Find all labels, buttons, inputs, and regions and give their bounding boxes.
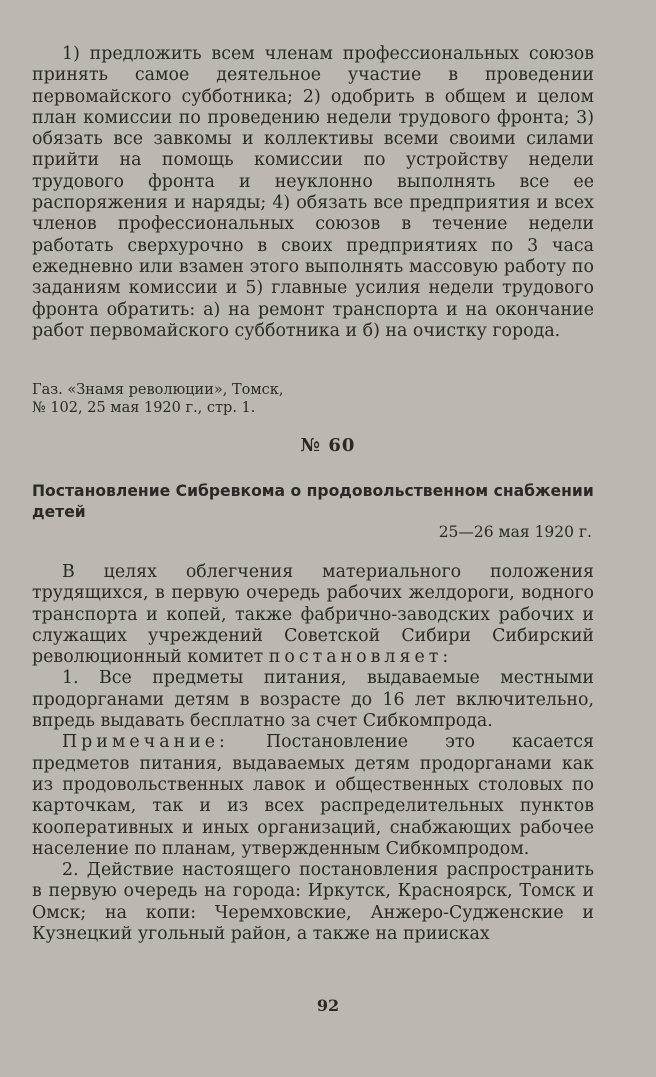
intro-text: В целях облегчения материального положения трудящихся, в первую очередь рабочих желдороги, водного транспорта и копей, также фабрично-заводских рабочих и служащих учреждений Советской Сибири Сибирский революционный комитет [32, 562, 594, 668]
document-number: № 60 [300, 435, 356, 456]
intro-paragraph [32, 562, 594, 668]
page-number: 92 [316, 996, 340, 1015]
source-line-2: № 102, 25 мая 1920 г., стр. 1. [32, 400, 256, 416]
item-1: 1. Все предметы питания, выдаваемые местными продорганами детям в возрасте до 16 лет включительно, впредь выдавать бесплатно за счет Сибкомпрода. [32, 668, 594, 732]
source-citation [32, 381, 362, 417]
note-text: Постановление это касается предметов питания, выдаваемых детям продорганами как из продовольственных лавок и общественных столовых по карточкам, так и из всех распределительных пунктов кооперативных и иных организаций, снабжающих рабочее население по планам, утвержденным Сибкомпродом. [32, 732, 594, 859]
note-label: Примечание: [62, 732, 229, 753]
intro-end: : [442, 647, 449, 668]
main-text [32, 562, 594, 945]
paragraph-1: 1) предложить всем членам профессиональных союзов принять самое деятельное участие в проведении первомайского субботника; 2) одобрить в общем и целом план комиссии по проведению недели трудового фронта; 3) обязать все завкомы и коллективы всеми своими силами прийти на помощь комиссии по устройству недели трудового фронта и неуклонно выполнять все ее распоряжения и наряды; 4) обязать все предприятия и всех членов профессиональных союзов в течение недели работать сверхурочно в своих предприятиях по 3 часа ежедневно или взамен этого выполнять массовую работу по заданиям комиссии и 5) главные усилия недели трудового фронта обратить: а) на ремонт транспорта и на окончание работ первомайского субботника и б) на очистку города. [32, 44, 594, 341]
document-title: Постановление Сибревкома о продовольственном снабжении детей [32, 482, 594, 521]
intro-spaced-word: постановляет [268, 647, 443, 668]
item-2: 2. Действие настоящего постановления распространить в первую очередь на города: Иркутск, Красноярск, Томск и Омск; на копи: Черемховские, Анжеро-Судженские и Кузнецкий угольный район, а также на приисках [32, 860, 594, 945]
document-date: 25—26 мая 1920 г. [438, 523, 592, 541]
note-paragraph [32, 732, 594, 860]
paragraph-1-block [32, 44, 594, 342]
source-line-1: Газ. «Знамя революции», Томск, [32, 382, 284, 398]
